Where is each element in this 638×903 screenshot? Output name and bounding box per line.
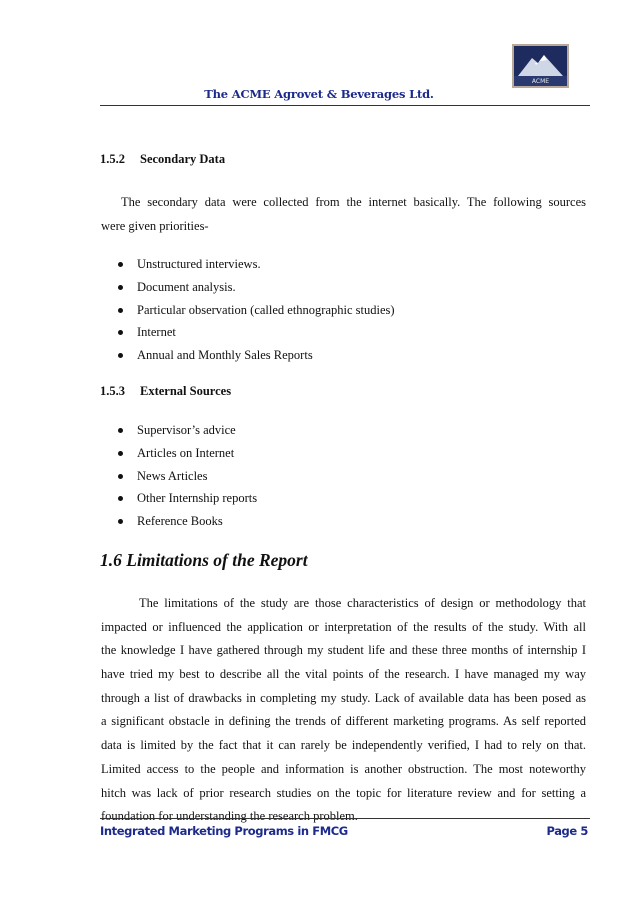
page-number: Page 5 (546, 824, 588, 838)
footer-document-title: Integrated Marketing Programs in FMCG (100, 824, 348, 838)
bullet-icon (118, 285, 123, 290)
paragraph-line: the knowledge I have gathered through my student life and these three months of internship I (101, 643, 586, 658)
footer-divider (100, 818, 590, 819)
paragraph-line: Limited access to the people and information is another obstruction. The most noteworthy (101, 761, 586, 776)
bullet-icon (118, 451, 123, 456)
bullet-icon (118, 262, 123, 267)
list-item (100, 344, 395, 367)
list-item-text: Articles on Internet (137, 445, 235, 460)
section-heading-external-sources (100, 384, 231, 399)
section-title: Secondary Data (140, 152, 226, 166)
bullet-icon (118, 496, 123, 501)
limitations-paragraph (101, 592, 586, 829)
list-item-text: Other Internship reports (137, 491, 258, 506)
bullet-icon (118, 330, 123, 335)
section-title: External Sources (140, 384, 232, 398)
external-sources-list (100, 419, 257, 533)
paragraph-line: have tried my best to describe all the vital points of the research. I have managed my way (101, 667, 586, 682)
list-item (100, 442, 257, 465)
list-item-text: Particular observation (called ethnographic studies) (137, 302, 395, 317)
secondary-sources-list (100, 253, 395, 367)
bullet-icon (118, 474, 123, 479)
bullet-icon (118, 353, 123, 358)
list-item (100, 321, 395, 344)
section-heading-limitations: 1.6 Limitations of the Report (100, 550, 308, 570)
list-item-text: Annual and Monthly Sales Reports (137, 348, 313, 363)
list-item-text: Document analysis. (137, 279, 236, 294)
bullet-icon (118, 308, 123, 313)
bullet-icon (118, 519, 123, 524)
paragraph-line: impacted or influenced the application or interpretation of the results of the study. With all (101, 619, 586, 634)
company-logo (512, 44, 569, 88)
list-item (100, 299, 395, 322)
paragraph-line: The limitations of the study are those characteristics of design or methodology that (139, 596, 586, 610)
paragraph-line: a significant obstacle in defining the trends of different marketing programs. As self reported (101, 714, 586, 729)
list-item (100, 487, 257, 510)
list-item-text: Internet (137, 325, 176, 340)
section-number: 1.5.2 (100, 152, 125, 166)
list-item (100, 276, 395, 299)
header-divider (100, 105, 590, 106)
list-item-text: Reference Books (137, 514, 223, 529)
bullet-icon (118, 428, 123, 433)
paragraph-line: data is limited by the fact that it can rarely be independently verified, I had to rely on that. (101, 738, 586, 753)
list-item (100, 465, 257, 488)
section-number: 1.5.3 (100, 384, 125, 398)
list-item-text: Supervisor’s advice (137, 423, 236, 437)
paragraph-line: were given priorities- (101, 218, 209, 233)
list-item-text: News Articles (137, 468, 208, 483)
paragraph-line: hitch was lack of prior research studies on the topic for literature review and for setting a (101, 785, 586, 800)
paragraph-line: through a list of drawbacks in completing my study. Lack of available data has been posed as (101, 690, 586, 705)
list-item (100, 419, 257, 442)
document-header-title: The ACME Agrovet & Beverages Ltd. (204, 87, 434, 101)
list-item (100, 510, 257, 533)
list-item (100, 253, 395, 276)
secondary-data-paragraph (101, 191, 586, 238)
paragraph-line: foundation for understanding the research problem. (101, 809, 358, 824)
paragraph-line: The secondary data were collected from the internet basically. The following sources (121, 195, 586, 209)
section-heading-secondary-data (100, 152, 225, 167)
list-item-text: Unstructured interviews. (137, 257, 261, 271)
logo-text: ACME (531, 78, 550, 85)
